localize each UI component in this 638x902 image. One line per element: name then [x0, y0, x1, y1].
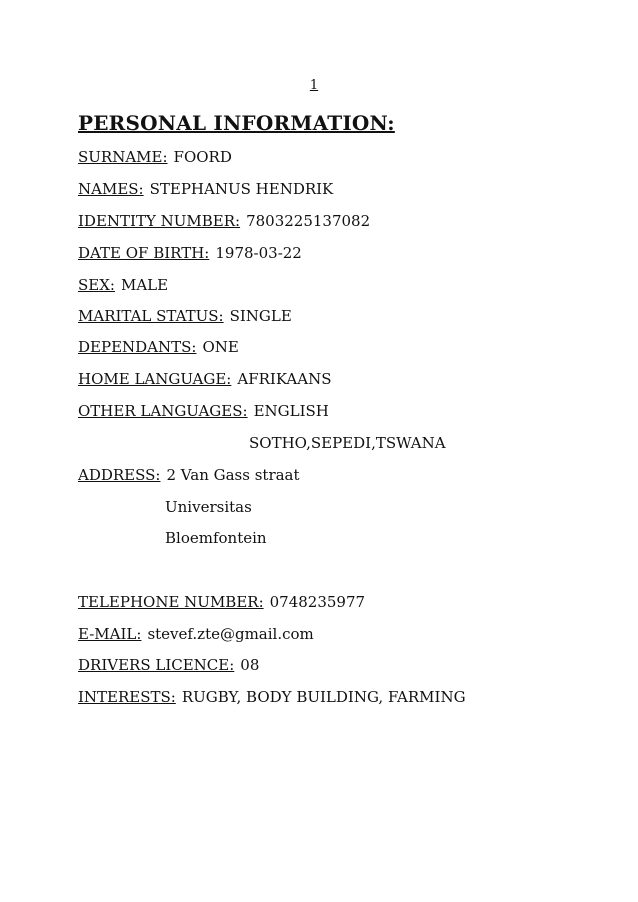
- address-label: ADDRESS:: [78, 466, 161, 484]
- sex-row: [78, 276, 168, 294]
- drivers-licence-value: 08: [240, 656, 260, 674]
- names-value: STEPHANUS HENDRIK: [149, 180, 334, 198]
- home-language-label: HOME LANGUAGE:: [78, 370, 232, 388]
- drivers-licence-label: DRIVERS LICENCE:: [78, 656, 235, 674]
- sex-value: MALE: [120, 276, 169, 294]
- interests-row: [78, 688, 466, 706]
- home-language-row: [78, 370, 331, 388]
- sex-label: SEX:: [78, 276, 115, 294]
- telephone-number-value: 0748235977: [269, 593, 366, 611]
- address-row: [78, 466, 300, 484]
- date-of-birth-row: [78, 244, 302, 262]
- identity-number-label: IDENTITY NUMBER:: [78, 212, 241, 230]
- drivers-licence-row: [78, 656, 259, 674]
- page-number: 1: [309, 78, 319, 93]
- names-row: [78, 180, 333, 198]
- address-line1: 2 Van Gass straat: [166, 466, 300, 484]
- names-label: NAMES:: [78, 180, 144, 198]
- surname-label: SURNAME:: [78, 148, 168, 166]
- other-languages-row: [78, 402, 329, 420]
- email-row: [78, 625, 314, 643]
- telephone-number-label: TELEPHONE NUMBER:: [78, 593, 264, 611]
- marital-status-row: [78, 307, 292, 325]
- identity-number-row: [78, 212, 370, 230]
- other-languages-value: ENGLISH: [253, 402, 329, 420]
- other-languages-value-line2: SOTHO,SEPEDI,TSWANA: [249, 434, 446, 452]
- interests-value: RUGBY, BODY BUILDING, FARMING: [181, 688, 466, 706]
- dependants-row: [78, 338, 239, 356]
- address-line2: Universitas: [165, 498, 252, 516]
- home-language-value: AFRIKAANS: [237, 370, 332, 388]
- identity-number-value: 7803225137082: [246, 212, 371, 230]
- section-heading: PERSONAL INFORMATION:: [78, 111, 395, 135]
- date-of-birth-label: DATE OF BIRTH:: [78, 244, 210, 262]
- marital-status-label: MARITAL STATUS:: [78, 307, 224, 325]
- email-value: stevef.zte@gmail.com: [147, 625, 314, 643]
- dependants-value: ONE: [202, 338, 239, 356]
- other-languages-label: OTHER LANGUAGES:: [78, 402, 248, 420]
- dependants-label: DEPENDANTS:: [78, 338, 197, 356]
- date-of-birth-value: 1978-03-22: [215, 244, 302, 262]
- marital-status-value: SINGLE: [229, 307, 292, 325]
- surname-row: [78, 148, 232, 166]
- address-line3: Bloemfontein: [165, 529, 267, 547]
- interests-label: INTERESTS:: [78, 688, 176, 706]
- telephone-number-row: [78, 593, 365, 611]
- surname-value: FOORD: [173, 148, 232, 166]
- email-label: E-MAIL:: [78, 625, 142, 643]
